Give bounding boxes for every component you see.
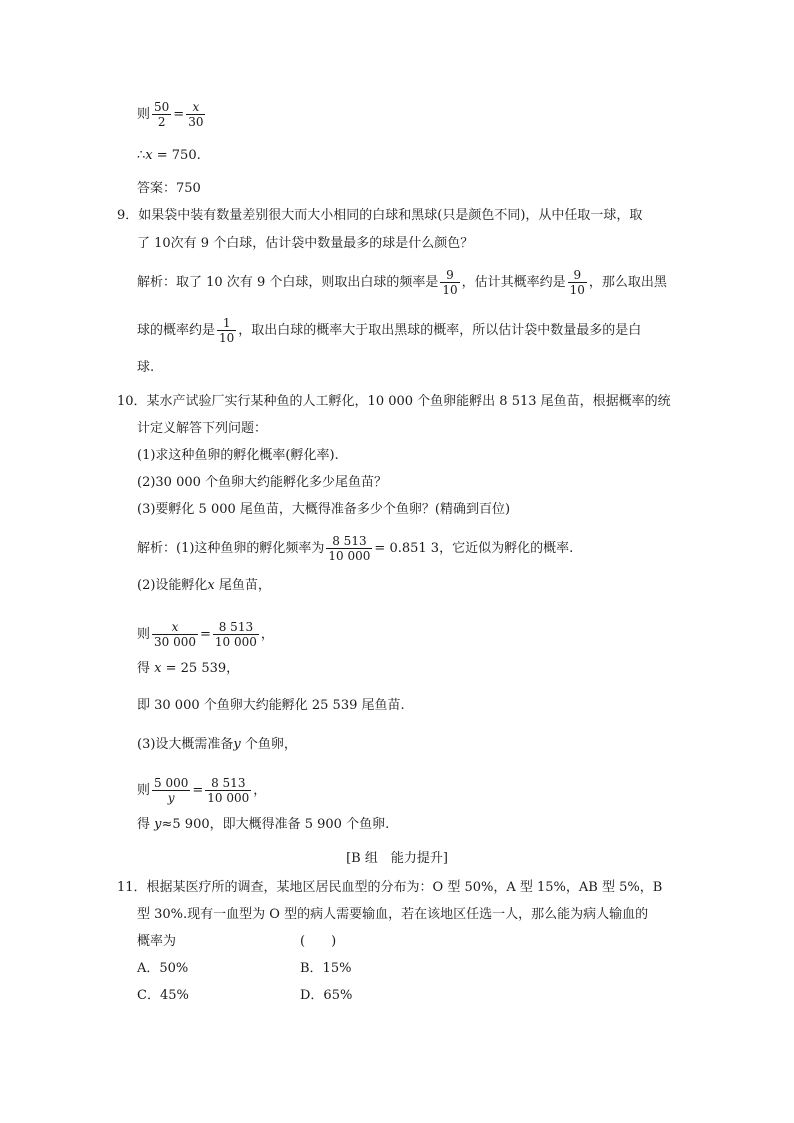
- q10-ratio-3: [137, 776, 266, 805]
- denominator: 30: [188, 115, 204, 129]
- denominator: y: [167, 791, 175, 805]
- numerator: x: [152, 620, 198, 635]
- numerator: 1: [217, 316, 236, 331]
- variable: y: [233, 737, 241, 752]
- variable: x: [207, 578, 215, 593]
- q11-line3: 概率为: [137, 934, 177, 949]
- text: = 0.851 3，它近似为孵化的概率.: [374, 541, 574, 556]
- comma: ，: [260, 627, 274, 642]
- fraction: [186, 100, 205, 129]
- text: (3)设大概需准备: [137, 737, 234, 752]
- q9-solution-line3: 球.: [137, 360, 155, 375]
- fraction: [205, 776, 251, 805]
- q11-line1: 11．根据某医疗所的调查，某地区居民血型的分布为：O 型 50%，A 型 15%，AB 型 5%，B: [117, 880, 663, 895]
- q10-sub2: (2)30 000 个鱼卵大约能孵化多少尾鱼苗？: [137, 475, 388, 490]
- text-then: 则: [137, 783, 151, 798]
- fraction: [440, 268, 459, 297]
- section-heading-group-b: [B 组 能力提升]: [346, 851, 448, 866]
- fraction: [217, 316, 236, 345]
- q10-line2: 计定义解答下列问题：: [137, 421, 268, 436]
- variable: y: [154, 817, 162, 832]
- text: (2)设能孵化: [137, 578, 208, 593]
- fraction: [152, 776, 190, 805]
- text: 得: [137, 817, 155, 832]
- denominator: 30 000: [154, 635, 197, 649]
- numerator: 9: [568, 268, 587, 283]
- q10-conclusion-2: 即 30 000 个鱼卵大约能孵化 25 539 尾鱼苗.: [137, 698, 405, 713]
- text: 得: [137, 661, 155, 676]
- fraction: [213, 620, 259, 649]
- q10-solution-1: [137, 534, 573, 563]
- q10-get-3: [137, 816, 389, 834]
- result-line-8: [137, 147, 201, 165]
- fraction: [568, 268, 587, 297]
- numerator: 50: [154, 100, 170, 114]
- numerator: 9: [440, 268, 459, 283]
- q10-sub1: (1)求这种鱼卵的孵化概率(孵化率).: [137, 448, 339, 463]
- q10-line1: 10．某水产试验厂实行某种鱼的人工孵化，10 000 个鱼卵能孵出 8 513 尾鱼苗，根据概率的统: [117, 394, 671, 409]
- text-then: 则: [137, 107, 151, 122]
- text: ，取出白球的概率大于取出黑球的概率，所以估计袋中数量最多的是白: [238, 323, 642, 338]
- variable: x: [145, 148, 153, 163]
- denominator: 10: [442, 283, 458, 297]
- numerator: 8 513: [326, 534, 372, 549]
- value: = 25 539，: [161, 661, 240, 676]
- equals: =: [200, 627, 211, 642]
- equals: =: [192, 783, 204, 798]
- fraction: [152, 620, 198, 649]
- q9-line2: 了 10次有 9 个白球，估计袋中数量最多的球是什么颜色？: [137, 236, 474, 251]
- denominator: 10: [569, 283, 585, 297]
- numerator: x: [186, 100, 205, 115]
- ratio-equation-8: [137, 100, 207, 129]
- q10-ratio-2: [137, 620, 274, 649]
- text: 解析：取了 10 次有 9 个白球，则取出白球的频率是: [137, 275, 439, 290]
- variable: x: [154, 661, 162, 676]
- q11-line2: 型 30%.现有一血型为 O 型的病人需要输血，若在该地区任选一人，那么能为病人输血的: [137, 907, 649, 922]
- text: 尾鱼苗，: [214, 578, 271, 593]
- option-a: A．50%: [137, 961, 189, 976]
- text-then: 则: [137, 627, 151, 642]
- numerator: 8 513: [205, 776, 251, 791]
- denominator: 2: [157, 115, 166, 129]
- text: ，那么取出黑: [588, 275, 667, 290]
- equals: =: [173, 107, 185, 122]
- q10-solution-2: [137, 577, 271, 595]
- q9-solution-line2: [137, 316, 641, 345]
- q10-get-2: [137, 660, 239, 678]
- option-c: C．45%: [137, 988, 189, 1003]
- text: 球的概率约是: [137, 323, 216, 338]
- text: 个鱼卵，: [240, 737, 297, 752]
- denominator: 10: [219, 331, 235, 345]
- result-value: = 750.: [152, 148, 201, 163]
- option-d: D．65%: [300, 988, 353, 1003]
- answer-8: 答案：750: [137, 181, 201, 196]
- numerator: 8 513: [213, 620, 259, 635]
- fraction: [152, 100, 171, 129]
- text: 解析：(1)这种鱼卵的孵化频率为: [137, 541, 325, 556]
- q9-solution-line1: [137, 268, 667, 297]
- text: ，估计其概率约是: [461, 275, 566, 290]
- therefore-symbol: ∴: [137, 148, 146, 163]
- denominator: 10 000: [207, 791, 250, 805]
- q10-solution-3: [137, 736, 297, 754]
- q9-line1: 9．如果袋中装有数量差别很大而大小相同的白球和黑球(只是颜色不同)，从中任取一球，取: [117, 208, 643, 223]
- denominator: 10 000: [328, 549, 371, 563]
- answer-blank: ( ): [300, 934, 337, 949]
- fraction: [326, 534, 372, 563]
- comma: ，: [253, 783, 267, 798]
- denominator: 10 000: [214, 635, 257, 649]
- option-b: B．15%: [300, 961, 352, 976]
- numerator: 5 000: [154, 776, 189, 790]
- value: ≈5 900，即大概得准备 5 900 个鱼卵.: [161, 817, 390, 832]
- q10-sub3: (3)要孵化 5 000 尾鱼苗，大概得准备多少个鱼卵？(精确到百位): [137, 502, 511, 517]
